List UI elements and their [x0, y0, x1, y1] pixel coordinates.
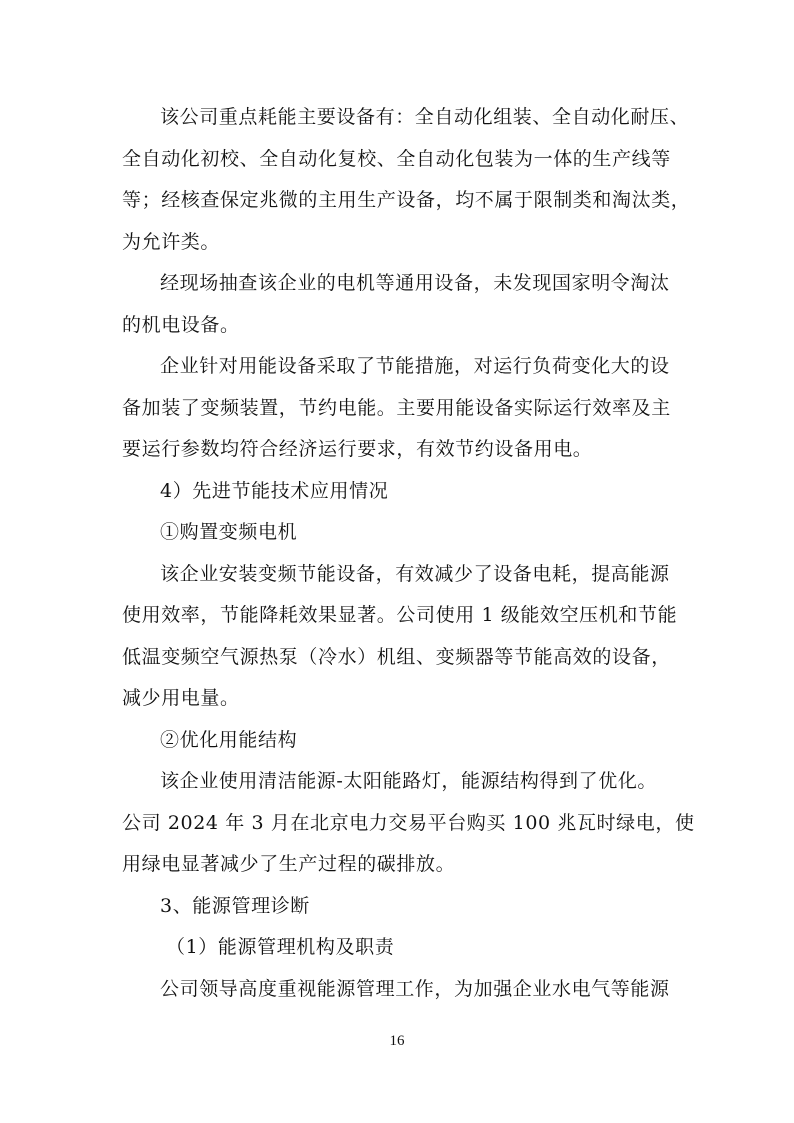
- paragraph-line: 等；经核查保定兆微的主用生产设备，均不属于限制类和淘汰类，: [122, 189, 691, 211]
- paragraph-line: 减少用电量。: [122, 687, 240, 709]
- paragraph-line: 该企业使用清洁能源-太阳能路灯，能源结构得到了优化。: [160, 770, 658, 792]
- paragraph-line: 经现场抽查该企业的电机等通用设备，未发现国家明令淘汰: [160, 272, 670, 294]
- paragraph-line: 该公司重点耗能主要设备有：全自动化组装、全自动化耐压、: [160, 106, 690, 128]
- section-heading: 3、能源管理诊断: [160, 894, 310, 917]
- paragraph-line: 备加装了变频装置，节约电能。主要用能设备实际运行效率及主: [122, 396, 671, 419]
- subsection-heading: ②优化用能结构: [160, 728, 298, 751]
- paragraph-line: 为允许类。: [122, 230, 221, 253]
- paragraph-line: 使用效率，节能降耗效果显著。公司使用 1 级能效空压机和节能: [122, 604, 678, 626]
- subsection-heading: ①购置变频电机: [160, 521, 298, 543]
- paragraph-line: 公司领导高度重视能源管理工作，为加强企业水电气等能源: [160, 977, 670, 1000]
- paragraph-line: 全自动化初校、全自动化复校、全自动化包装为一体的生产线等: [122, 147, 671, 170]
- paragraph-line: 企业针对用能设备采取了节能措施，对运行负荷变化大的设: [160, 355, 670, 377]
- paragraph-line: 该企业安装变频节能设备，有效减少了设备电耗，提高能源: [160, 562, 670, 585]
- paragraph-line: 低温变频空气源热泵（冷水）机组、变频器等节能高效的设备，: [122, 645, 671, 668]
- subsection-heading: （1）能源管理机构及职责: [166, 936, 395, 958]
- paragraph-line: 公司 2024 年 3 月在北京电力交易平台购买 100 兆瓦时绿电，使: [122, 811, 695, 834]
- page-number: 16: [389, 1033, 405, 1049]
- paragraph-line: 用绿电显著减少了生产过程的碳排放。: [122, 853, 456, 875]
- section-heading: 4）先进节能技术应用情况: [160, 479, 389, 502]
- paragraph-line: 要运行参数均符合经济运行要求，有效节约设备用电。: [122, 438, 593, 460]
- paragraph-line: 的机电设备。: [122, 313, 240, 336]
- body-text: [122, 97, 695, 1010]
